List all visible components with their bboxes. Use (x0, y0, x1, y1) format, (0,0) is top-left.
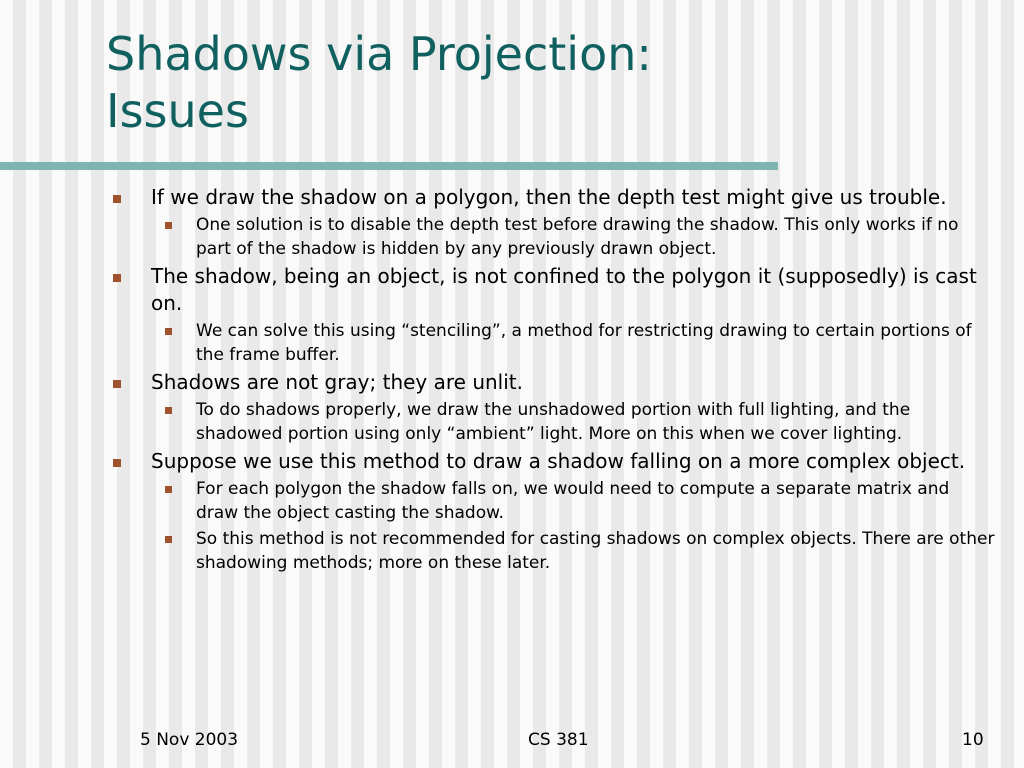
bullet-item (151, 263, 981, 317)
bullet-text: If we draw the shadow on a polygon, then the depth test might give us trouble. (151, 185, 947, 209)
bullet-text: Suppose we use this method to draw a shadow falling on a more complex object. (151, 449, 966, 473)
sub-bullet-text: For each polygon the shadow falls on, we would need to compute a separate matrix and draw the object casting the shadow. (196, 479, 950, 523)
sub-bullet-item (196, 527, 996, 575)
bullet-text: The shadow, being an object, is not confined to the polygon it (supposedly) is cast on. (151, 264, 977, 315)
footer-page-number: 10 (962, 730, 984, 750)
slide-title (106, 26, 986, 140)
slide-body (0, 184, 1024, 577)
sub-bullet-text: One solution is to disable the depth test before drawing the shadow. This only works if no part of the shadow is hidden by any previously drawn object. (196, 215, 959, 259)
slide-title-line2: Issues (106, 84, 249, 138)
square-bullet-icon (113, 459, 121, 467)
sub-bullet-item (196, 213, 996, 261)
square-bullet-icon (165, 536, 172, 543)
footer-course: CS 381 (528, 730, 589, 750)
bullet-text: Shadows are not gray; they are unlit. (151, 370, 523, 394)
square-bullet-icon (113, 380, 121, 388)
bullet-item (151, 184, 981, 211)
bullet-item (151, 369, 981, 396)
title-divider (0, 162, 778, 170)
square-bullet-icon (113, 274, 121, 282)
square-bullet-icon (165, 328, 172, 335)
sub-bullet-text: To do shadows properly, we draw the unshadowed portion with full lighting, and the shadowed portion using only “ambient” light. More on this when we cover lighting. (196, 400, 911, 444)
square-bullet-icon (165, 407, 172, 414)
footer-date: 5 Nov 2003 (140, 730, 239, 750)
sub-bullet-text: So this method is not recommended for casting shadows on complex objects. There are other shadowing methods; more on these later. (196, 529, 995, 573)
square-bullet-icon (165, 222, 172, 229)
sub-bullet-item (196, 477, 996, 525)
sub-bullet-item (196, 398, 996, 446)
bullet-item (151, 448, 981, 475)
square-bullet-icon (165, 486, 172, 493)
slide-title-line1: Shadows via Projection: (106, 27, 652, 81)
square-bullet-icon (113, 195, 121, 203)
sub-bullet-text: We can solve this using “stenciling”, a method for restricting drawing to certain portions of the frame buffer. (196, 321, 972, 365)
sub-bullet-item (196, 319, 996, 367)
